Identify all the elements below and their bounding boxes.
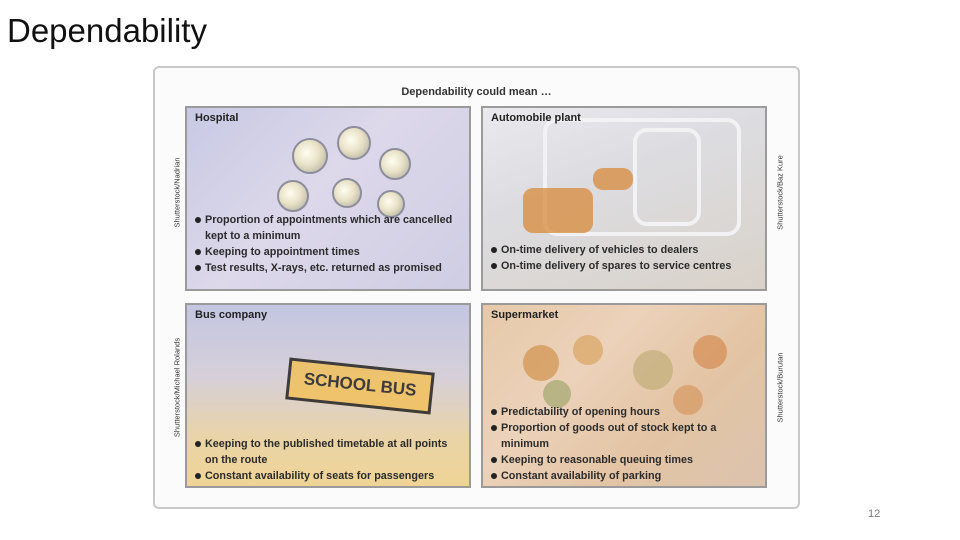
list-item: Test results, X-rays, etc. returned as promised [195, 260, 463, 276]
bus-title: Bus company [195, 309, 268, 321]
slide-title: Dependability [7, 12, 207, 49]
supermarket-credit: Shutterstock/Burutan [775, 352, 785, 423]
bus-bullets [195, 436, 463, 484]
list-item: Keeping to appointment times [195, 244, 463, 260]
hospital-bullets [195, 212, 463, 276]
list-item: Keeping to reasonable queuing times [491, 452, 759, 468]
bus-credit: Shutterstock/Michael Rolands [172, 337, 182, 438]
hospital-panel [185, 106, 471, 291]
school-bus-sign: SCHOOL BUS [285, 357, 435, 414]
supermarket-title: Supermarket [491, 309, 559, 321]
supermarket-bullets [491, 404, 759, 484]
automobile-title: Automobile plant [491, 112, 581, 124]
list-item: Keeping to the published timetable at all points on the route [195, 436, 463, 468]
list-item: Predictability of opening hours [491, 404, 759, 420]
dependability-figure [153, 66, 800, 509]
list-item: Proportion of goods out of stock kept to a minimum [491, 420, 759, 452]
bus-panel [185, 303, 471, 488]
list-item: Proportion of appointments which are cancelled kept to a minimum [195, 212, 463, 244]
automobile-panel [481, 106, 767, 291]
list-item: Constant availability of seats for passengers [195, 468, 463, 484]
list-item: Constant availability of parking [491, 468, 759, 484]
page-number: 12 [868, 508, 881, 520]
figure-heading: Dependability could mean … [401, 86, 552, 98]
hospital-credit: Shutterstock/Nadrian [172, 157, 182, 228]
list-item: On-time delivery of vehicles to dealers [491, 242, 759, 258]
list-item: On-time delivery of spares to service centres [491, 258, 759, 274]
automobile-bullets [491, 242, 759, 274]
supermarket-panel [481, 303, 767, 488]
hospital-title: Hospital [195, 112, 239, 124]
automobile-credit: Shutterstock/Baz Kure [775, 155, 785, 230]
